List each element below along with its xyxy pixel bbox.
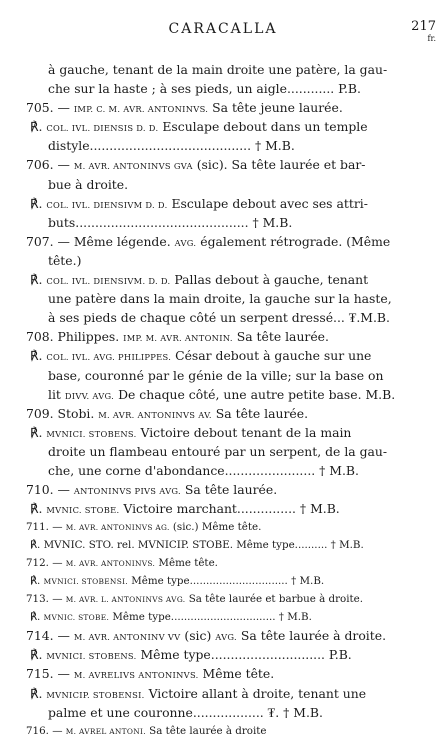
text-fragment: distyle......................................... † M.B.	[48, 138, 295, 154]
text-line-l15	[26, 327, 422, 346]
text-fragment: Même type............................. P.B.	[136, 647, 352, 663]
text-fragment: ℟.	[30, 272, 47, 288]
text-fragment: ANTONINVS PIVS AVG.	[73, 486, 181, 497]
text-fragment: ℟.	[30, 424, 47, 440]
page-number-value: 217	[411, 19, 436, 34]
text-fragment: 714. —	[26, 628, 74, 644]
text-line-l23	[26, 480, 422, 499]
text-fragment: Esculape debout avec ses attri-	[167, 195, 368, 211]
text-fragment: Même tête.	[155, 557, 218, 570]
text-fragment: MVNICI. STOBENS.	[46, 428, 137, 439]
text-fragment: (sic.) Même tête.	[169, 521, 262, 534]
text-line-l19	[26, 404, 422, 423]
text-fragment: Victoire debout tenant de la main	[136, 424, 352, 440]
text-fragment: Sa tête jeune laurée.	[208, 100, 343, 116]
text-fragment: 712. —	[26, 557, 66, 570]
text-fragment: M. AVREL ANTONI.	[65, 726, 146, 736]
text-line-l18	[26, 385, 422, 404]
text-fragment: COL. IVL. DIENSIS D. D.	[46, 123, 159, 134]
text-fragment: tête.)	[48, 252, 82, 268]
text-line-l12	[26, 270, 422, 289]
catalogue-text	[26, 60, 422, 740]
text-line-l20	[26, 423, 422, 442]
text-line-l4	[26, 117, 422, 136]
text-fragment: Victoire marchant............... † M.B.	[119, 501, 340, 517]
text-fragment: 710. —	[26, 482, 74, 498]
text-line-l6	[26, 155, 422, 174]
text-fragment: DIVV. AVG.	[64, 390, 115, 401]
text-line-l8	[26, 194, 422, 213]
text-line-l7	[26, 175, 422, 194]
text-fragment: Même type.............................. † M.B.	[127, 575, 325, 588]
text-fragment: 707. — Même légende.	[26, 233, 175, 249]
text-fragment: 711. —	[26, 521, 66, 534]
text-line-s2	[26, 536, 422, 554]
page-number-suffix: fr.	[427, 34, 436, 43]
text-fragment: MVNIC. STO. rel. MVNICIP. STOBE.	[43, 539, 233, 552]
text-line-l16	[26, 346, 422, 365]
text-line-l24	[26, 499, 422, 518]
text-fragment: Sa tête laurée.	[211, 405, 309, 421]
text-fragment: (sic). Sa tête laurée et bar-	[192, 157, 366, 173]
text-line-t3	[26, 664, 422, 683]
text-fragment: ℟.	[30, 647, 47, 663]
text-fragment: ℟.	[30, 575, 44, 588]
text-fragment: M. AVRELIVS ANTONINVS.	[73, 670, 199, 681]
text-line-l9	[26, 213, 422, 232]
text-fragment: 708. Philippes.	[26, 329, 124, 345]
text-fragment: M. AVR. ANTONINV VV	[73, 632, 181, 643]
text-line-s1	[26, 518, 422, 536]
text-fragment: ℟.	[30, 348, 47, 364]
text-fragment: ℟.	[30, 611, 44, 624]
text-fragment: Victoire allant à droite, tenant une	[144, 685, 367, 701]
text-fragment: Esculape debout dans un temple	[158, 119, 368, 135]
text-fragment: à gauche, tenant de la main droite une patère, la gau-	[48, 62, 388, 77]
text-fragment: ℟.	[30, 119, 47, 135]
text-fragment: Même type................................ † M.B.	[109, 611, 312, 624]
text-fragment: César debout à gauche sur une	[171, 348, 372, 364]
text-fragment: COL. IVL. DIENSIVM D. D.	[46, 199, 168, 210]
text-line-l13	[26, 289, 422, 308]
text-fragment: 706. —	[26, 157, 74, 173]
text-fragment: MVNIC. STOBE.	[43, 613, 110, 623]
page-number	[411, 20, 436, 43]
text-line-l11	[26, 251, 422, 270]
text-fragment: M. AVR. ANTONINVS AV.	[98, 409, 212, 420]
text-fragment: M. AVR. L. ANTONINVS AVG.	[65, 595, 186, 605]
text-line-s3	[26, 554, 422, 572]
text-fragment: che sur la haste ; à ses pieds, un aigle............ P.B.	[48, 81, 361, 97]
text-line-s6	[26, 608, 422, 626]
text-fragment: COL. IVL. DIENSIVM. D. D.	[46, 276, 171, 287]
text-fragment: 713. —	[26, 593, 66, 606]
text-fragment: MVNICIP. STOBENSI.	[46, 689, 145, 700]
text-fragment: buts............................................ † M.B.	[48, 214, 293, 230]
text-fragment: ℟.	[30, 195, 47, 211]
text-fragment: Même tête.	[198, 666, 275, 682]
text-line-l1	[26, 60, 422, 79]
text-line-l14	[26, 308, 422, 327]
text-fragment: M. AVR. ANTONINVS.	[65, 559, 156, 569]
text-line-l22	[26, 461, 422, 480]
text-line-t2	[26, 645, 422, 664]
text-fragment: Pallas debout à gauche, tenant	[170, 272, 369, 288]
text-fragment: droite un flambeau entouré par un serpent, de la gau-	[48, 443, 388, 459]
text-fragment: De chaque côté, une autre petite base. M.B.	[114, 386, 396, 402]
text-fragment: bue à droite.	[48, 176, 129, 192]
text-fragment: également rétrograde. (Même	[196, 233, 391, 249]
text-line-t4	[26, 684, 422, 703]
text-fragment: 705. —	[26, 100, 74, 116]
text-fragment: lit	[48, 386, 65, 402]
text-fragment: Sa tête laurée.	[180, 482, 278, 498]
text-fragment: Sa tête laurée et barbue à droite.	[185, 593, 364, 606]
text-fragment: AVG.	[215, 632, 237, 643]
text-fragment: IMP. C. M. AVR. ANTONINVS.	[73, 104, 209, 115]
text-fragment: base, couronné par le génie de la ville; sur la base on	[48, 367, 384, 383]
text-fragment: Sa tête laurée à droite.	[236, 628, 387, 644]
text-fragment: M. AVR. ANTONINVS AG.	[65, 523, 170, 533]
text-fragment: une patère dans la main droite, la gauche sur la haste,	[48, 291, 392, 307]
text-line-l3	[26, 98, 422, 117]
text-fragment: IMP. M. AVR. ANTONIN.	[123, 333, 233, 344]
text-fragment: COL. IVL. AVG. PHILIPPES.	[46, 352, 172, 363]
text-line-t5	[26, 703, 422, 722]
running-title: CARACALLA	[168, 21, 278, 37]
text-line-l17	[26, 366, 422, 385]
text-fragment: AVG.	[174, 237, 197, 248]
text-line-l21	[26, 442, 422, 461]
text-fragment: ℟.	[30, 685, 47, 701]
text-fragment: MVNICI. STOBENSI.	[43, 577, 128, 587]
text-line-t1	[26, 626, 422, 645]
text-fragment: à ses pieds de chaque côté un serpent dressé... ₮.M.B.	[48, 310, 390, 326]
text-fragment: MVNICI. STOBENS.	[46, 651, 137, 662]
text-fragment: palme et une couronne.................. ₮. † M.B.	[48, 704, 323, 720]
text-fragment: ℟.	[30, 501, 47, 517]
text-fragment: 716. —	[26, 724, 66, 737]
text-fragment: Sa tête laurée.	[232, 329, 329, 345]
text-line-s4	[26, 572, 422, 590]
text-line-s5	[26, 590, 422, 608]
text-line-l10	[26, 232, 422, 251]
text-line-f1	[26, 722, 422, 740]
text-line-l2	[26, 79, 422, 98]
text-fragment: che, une corne d'abondance....................... † M.B.	[48, 462, 359, 478]
text-fragment: (sic)	[180, 628, 216, 644]
text-fragment: ℟.	[30, 539, 44, 552]
text-fragment: MVNIC. STOBE.	[46, 505, 120, 516]
text-line-l5	[26, 136, 422, 155]
text-fragment: 709. Stobi.	[26, 405, 99, 421]
text-fragment: Même type.......... † M.B.	[232, 539, 364, 552]
text-fragment: 715. —	[26, 666, 74, 682]
text-fragment: M. AVR. ANTONINVS GVA	[73, 161, 193, 172]
text-fragment: Sa tête laurée à droite	[145, 724, 267, 737]
